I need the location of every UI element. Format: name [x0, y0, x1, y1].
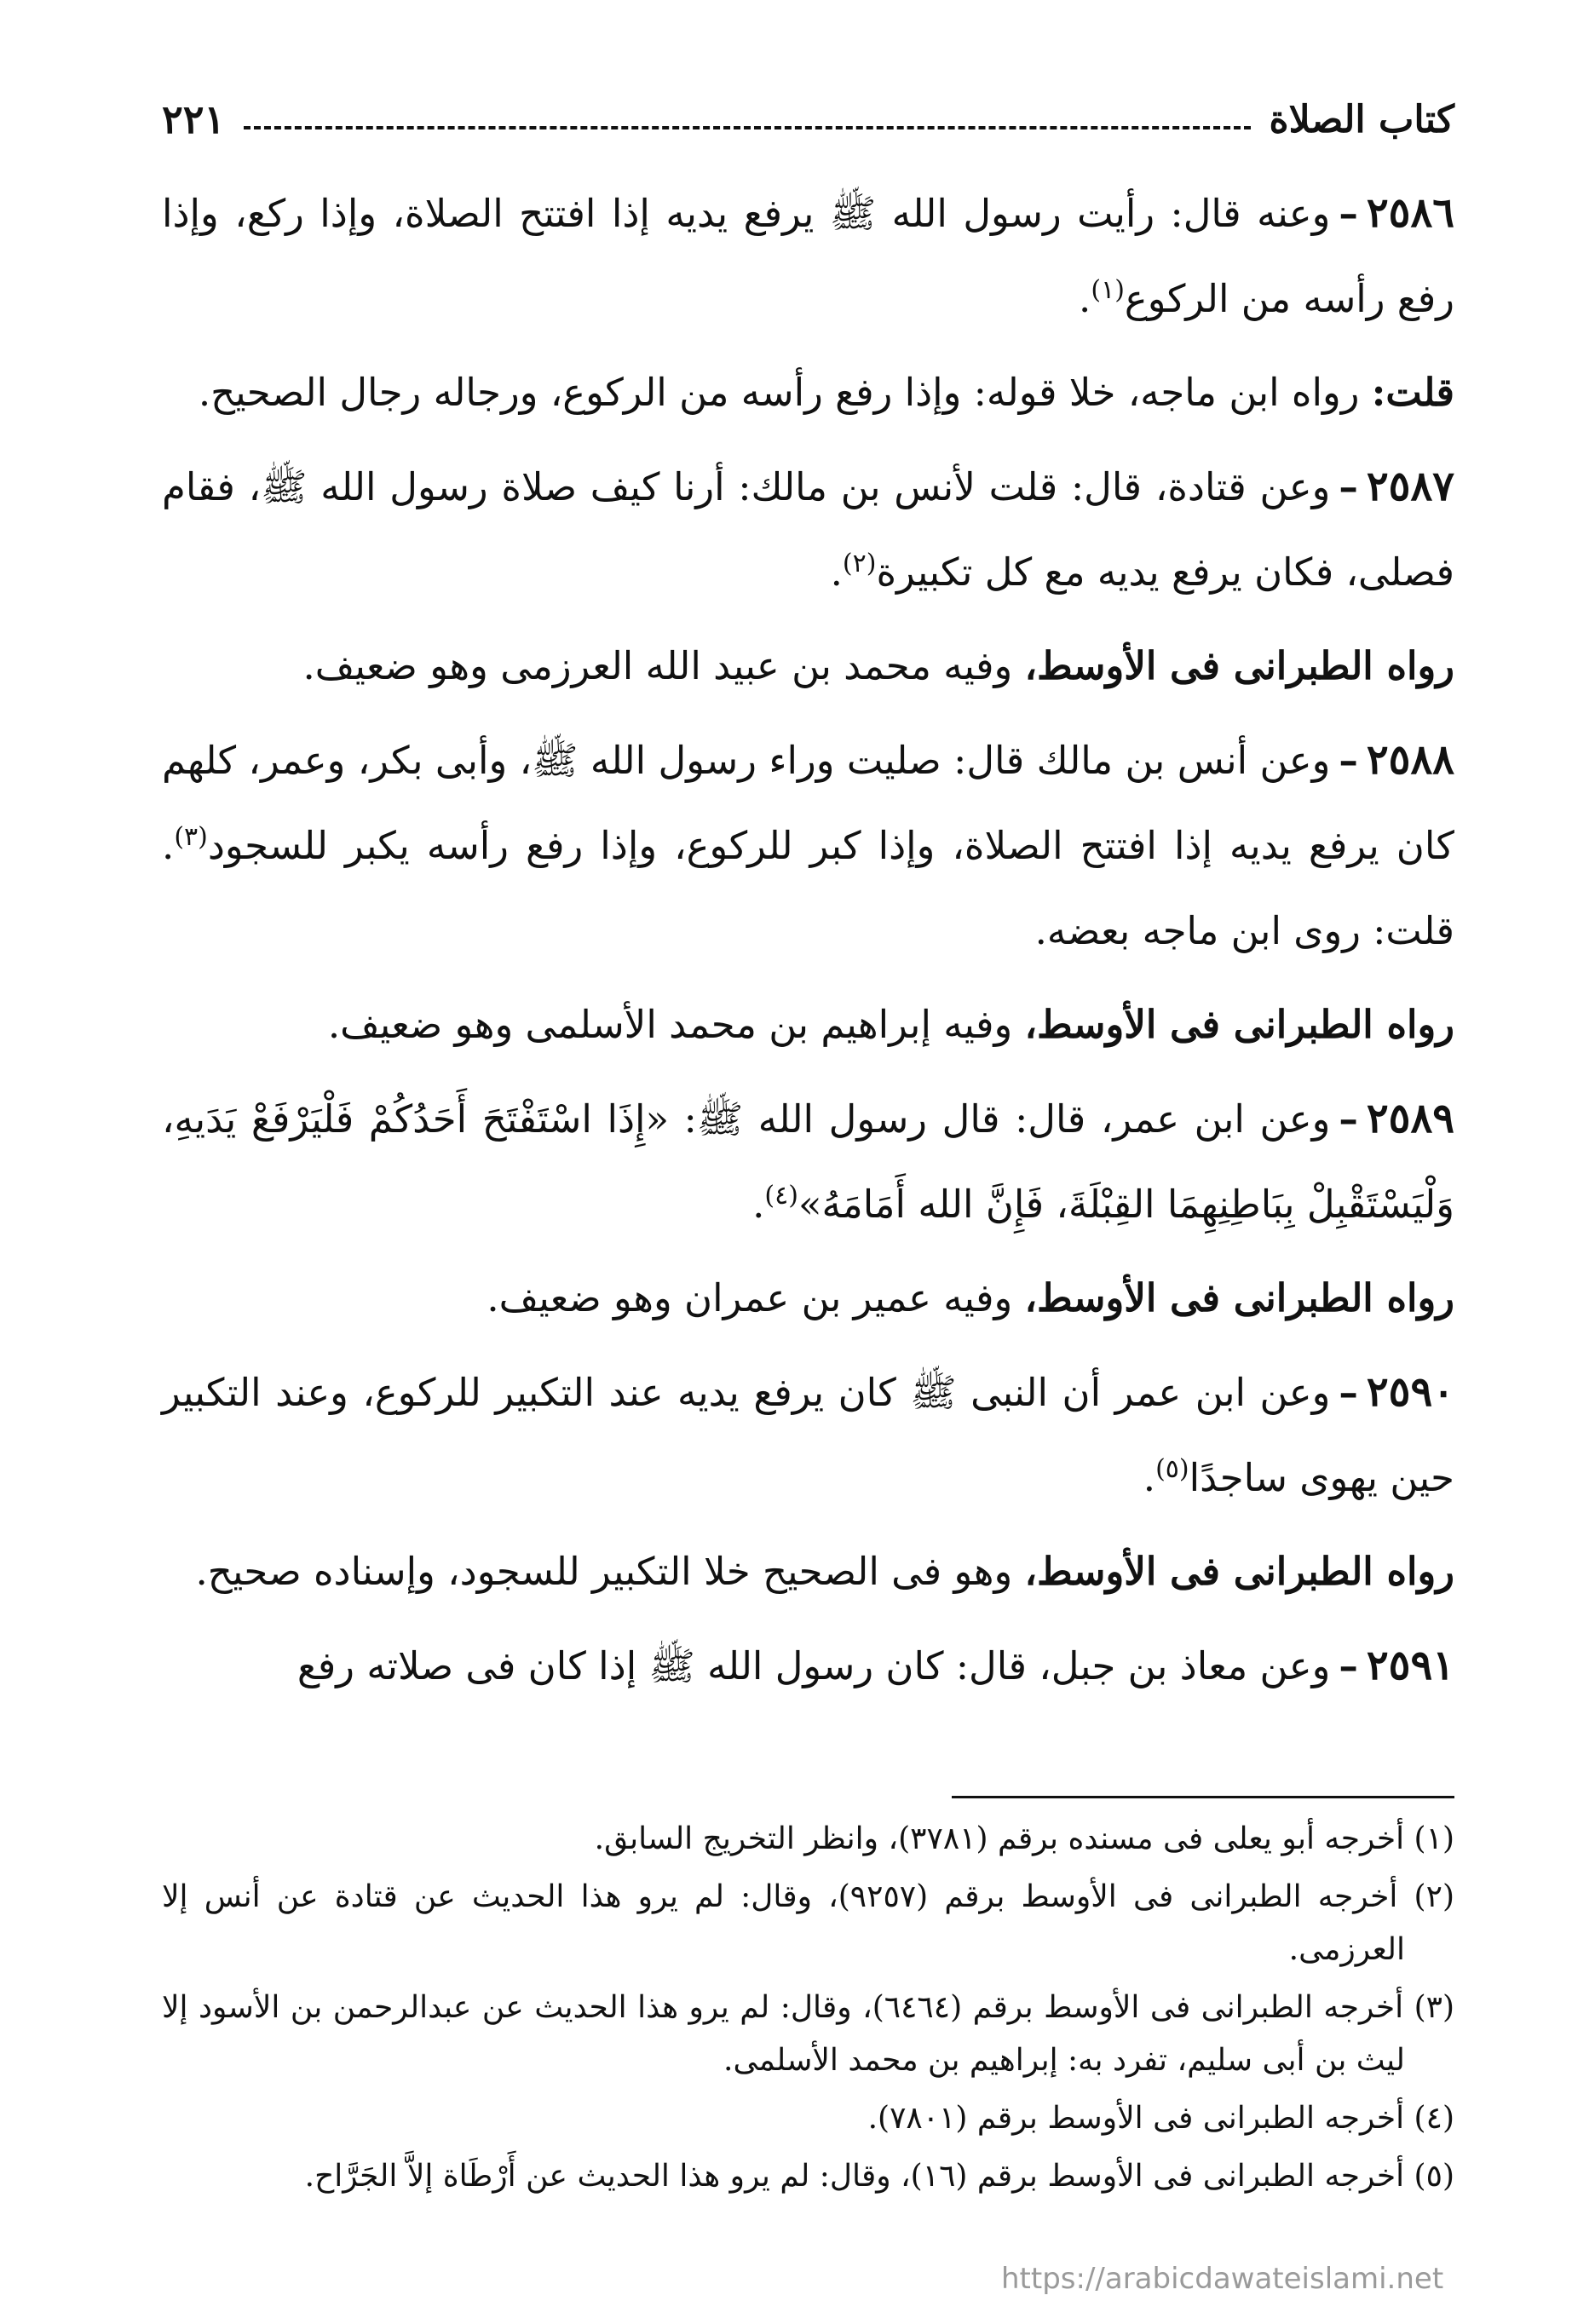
source-watermark: https://arabicdawateislami.net: [1001, 2262, 1444, 2296]
header-dashed-rule: [244, 126, 1250, 129]
hadith-number: ٢٥٨٦: [1366, 189, 1454, 237]
commentary-text: وفيه إبراهيم بن محمد الأسلمى وهو ضعيف.: [327, 1002, 1013, 1047]
book-title: كتاب الصلاة: [1269, 97, 1454, 141]
hadith-end: .: [752, 1182, 765, 1227]
hadith-dash: –: [1339, 1370, 1358, 1415]
hadith-text: وعن ابن عمر، قال: قال رسول الله ﷺ: «إِذَا اسْتَفْتَحَ أَحَدُكُمْ فَلْيَرْفَعْ يَدَيهِ، وَلْيَسْتَقْبِلْ بِبَاطِنِهِمَا القِبْلَةَ، فَإِنَّ الله أَمَامَهُ»: [162, 1096, 1454, 1227]
hadith-dash: –: [1339, 191, 1358, 236]
commentary-text: وفيه عمير بن عمران وهو ضعيف.: [487, 1275, 1013, 1320]
hadith-2588: [162, 717, 1454, 974]
commentary-2587: [162, 624, 1454, 709]
hadith-2590: [162, 1349, 1454, 1521]
hadith-number: ٢٥٨٨: [1366, 736, 1454, 784]
footnote-2: (٢) أخرجه الطبرانى فى الأوسط برقم (٩٢٥٧)، وقال: لم يرو هذا الحديث عن قتادة عن أنس إلا العرزمى.: [162, 1879, 1454, 1967]
commentary-2586: [162, 350, 1454, 435]
footnote-1: (١) أخرجه أبو يعلى فى مسنده برقم (٣٧٨١)، وانظر التخريج السابق.: [594, 1821, 1454, 1856]
commentary-2588: [162, 982, 1454, 1067]
page-header: [162, 85, 1454, 153]
hadith-text: وعن قتادة، قال: قلت لأنس بن مالك: أرنا كيف صلاة رسول الله ﷺ، فقام فصلى، فكان يرفع يديه مع كل تكبيرة: [162, 464, 1454, 595]
hadith-text: وعن أنس بن مالك قال: صليت وراء رسول الله ﷺ، وأبى بكر، وعمر، كلهم كان يرفع يديه إذا افتتح الصلاة، وإذا كبر للركوع، وإذا رفع رأسه يكبر للسجود: [162, 738, 1454, 868]
hadith-2589: [162, 1076, 1454, 1247]
commentary-lead: قلت:: [1371, 370, 1454, 415]
hadith-text: وعن ابن عمر أن النبى ﷺ كان يرفع يديه عند التكبير للركوع، وعند التكبير حين يهوى ساجدًا: [162, 1370, 1454, 1500]
hadith-dash: –: [1339, 464, 1358, 509]
hadith-end: .: [830, 549, 843, 595]
footnote-ref: (٤): [764, 1181, 798, 1211]
commentary-2589: [162, 1256, 1454, 1341]
commentary-2590: [162, 1529, 1454, 1614]
commentary-text: وهو فى الصحيح خلا التكبير للسجود، وإسناده صحيح.: [195, 1549, 1013, 1594]
main-text: [162, 170, 1454, 1717]
footnote-ref: (٥): [1155, 1454, 1189, 1484]
commentary-lead: رواه الطبرانى فى الأوسط،: [1024, 1549, 1454, 1594]
hadith-dash: –: [1339, 1643, 1358, 1688]
hadith-number: ٢٥٨٧: [1366, 463, 1454, 510]
hadith-text: وعنه قال: رأيت رسول الله ﷺ يرفع يديه إذا افتتح الصلاة، وإذا ركع، وإذا رفع رأسه من الركوع: [162, 191, 1454, 321]
page-number: ٢٢١: [162, 96, 226, 142]
footnote-ref: (٣): [174, 822, 208, 852]
footnote-5: (٥) أخرجه الطبرانى فى الأوسط برقم (١٦)، وقال: لم يرو هذا الحديث عن أَرْطَاة إلاَّ الجَرَّاح.: [304, 2159, 1454, 2194]
footnote-3: (٣) أخرجه الطبرانى فى الأوسط برقم (٦٤٦٤)، وقال: لم يرو هذا الحديث عن عبدالرحمن بن الأسود إلا ليث بن أبى سليم، تفرد به: إبراهيم بن محمد الأسلمى.: [162, 1990, 1454, 2078]
hadith-dash: –: [1339, 1096, 1358, 1142]
commentary-text: وفيه محمد بن عبيد الله العرزمى وهو ضعيف.: [302, 643, 1013, 688]
commentary-lead: رواه الطبرانى فى الأوسط،: [1024, 643, 1454, 688]
footnotes: [162, 1813, 1454, 2208]
commentary-lead: رواه الطبرانى فى الأوسط،: [1024, 1002, 1454, 1047]
footnote-separator: [952, 1796, 1454, 1798]
hadith-number: ٢٥٩٠: [1366, 1368, 1454, 1416]
hadith-end: .: [1143, 1455, 1156, 1500]
hadith-end: . قلت: روى ابن ماجه بعضه.: [162, 823, 1454, 953]
commentary-text: رواه ابن ماجه، خلا قوله: وإذا رفع رأسه من الركوع، ورجاله رجال الصحيح.: [198, 370, 1360, 415]
footnote-ref: (٢): [842, 549, 877, 578]
hadith-2587: [162, 444, 1454, 615]
commentary-lead: رواه الطبرانى فى الأوسط،: [1024, 1275, 1454, 1320]
hadith-number: ٢٥٨٩: [1366, 1095, 1454, 1142]
hadith-number: ٢٥٩١: [1366, 1642, 1454, 1689]
hadith-2586: [162, 170, 1454, 342]
footnote-ref: (١): [1091, 275, 1125, 305]
hadith-dash: –: [1339, 738, 1358, 783]
hadith-text: وعن معاذ بن جبل، قال: كان رسول الله ﷺ إذا كان فى صلاته رفع: [297, 1643, 1331, 1688]
footnote-4: (٤) أخرجه الطبرانى فى الأوسط برقم (٧٨٠١).: [867, 2101, 1454, 2136]
hadith-end: .: [1079, 276, 1091, 321]
hadith-2591: [162, 1623, 1454, 1709]
